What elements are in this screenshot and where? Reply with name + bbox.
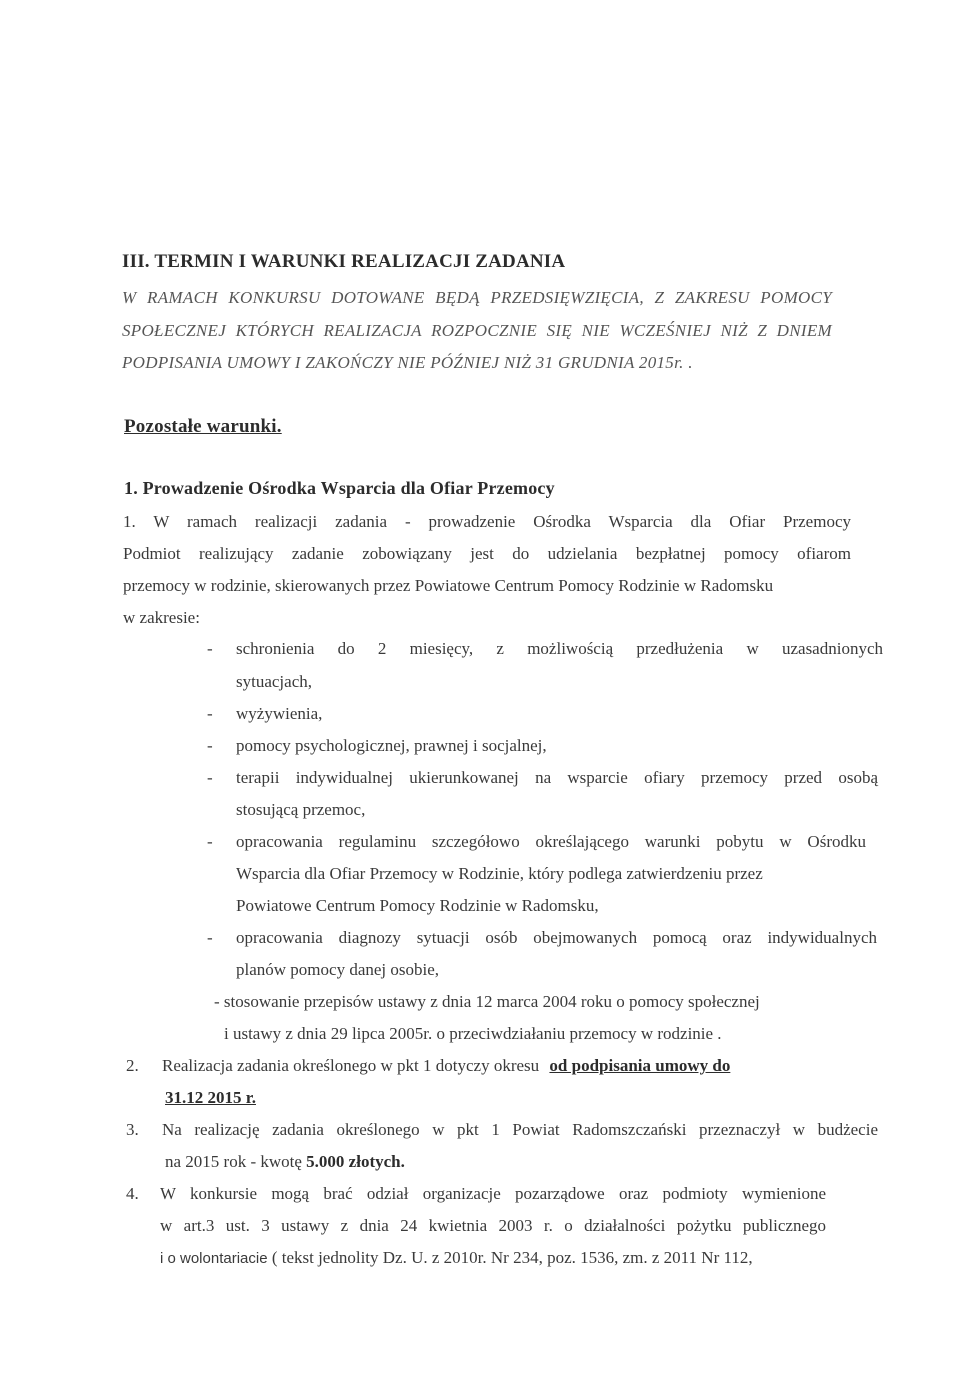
item4-line-2: w art.3 ust. 3 ustawy z dnia 24 kwietnia 2003 r. o działalności pożytku publicznego xyxy=(160,1216,826,1235)
bullet-4-line-1: terapii indywidualnej ukierunkowanej na wsparcie ofiary przemocy przed osobą xyxy=(236,768,878,787)
item1-heading: 1. Prowadzenie Ośrodka Wsparcia dla Ofiar Przemocy xyxy=(124,478,555,498)
item3-amount: 5.000 złotych. xyxy=(306,1152,405,1171)
bullet-dash: - xyxy=(207,704,213,723)
item3-line-1: Na realizację zadania określonego w pkt 1 Powiat Radomszczański przeznaczył w budżecie xyxy=(162,1120,878,1139)
other-conditions-heading: Pozostałe warunki. xyxy=(124,416,282,437)
item2-text-plain: Realizacja zadania określonego w pkt 1 dotyczy okresu xyxy=(162,1056,540,1075)
item4-line-3-sans: i o wolontariacie xyxy=(160,1250,268,1267)
bullet-dash: - xyxy=(207,639,213,658)
item4-line-3 xyxy=(160,1247,753,1270)
item1-paragraph-line-4: w zakresie: xyxy=(123,608,200,627)
item2-text xyxy=(162,1055,730,1077)
intro-line-1: W RAMACH KONKURSU DOTOWANE BĘDĄ PRZEDSIĘWZIĘCIA, Z ZAKRESU POMOCY xyxy=(122,288,832,307)
item4-line-1: W konkursie mogą brać odział organizacje pozarządowe oraz podmioty wymienione xyxy=(160,1184,826,1203)
item2-number: 2. xyxy=(126,1056,139,1075)
item1-paragraph-line-1: 1. W ramach realizacji zadania - prowadzenie Ośrodka Wsparcia dla Ofiar Przemocy xyxy=(123,512,851,531)
statute-line-1: - stosowanie przepisów ustawy z dnia 12 marca 2004 roku o pomocy społecznej xyxy=(214,992,760,1011)
bullet-6-line-2: planów pomocy danej osobie, xyxy=(236,960,440,979)
item4-number: 4. xyxy=(126,1184,139,1203)
item1-paragraph-line-3: przemocy w rodzinie, skierowanych przez Powiatowe Centrum Pomocy Rodzinie w Radomsku xyxy=(123,576,774,595)
bullet-2-line-1: wyżywienia, xyxy=(236,704,323,723)
bullet-5-line-2: Wsparcia dla Ofiar Przemocy w Rodzinie, który podlega zatwierdzeniu przez xyxy=(236,864,763,883)
bullet-4-line-2: stosującą przemoc, xyxy=(236,800,366,819)
bullet-1-line-2: sytuacjach, xyxy=(236,672,312,691)
bullet-dash: - xyxy=(207,928,213,947)
statute-line-2: i ustawy z dnia 29 lipca 2005r. o przeciwdziałaniu przemocy w rodzinie . xyxy=(224,1024,722,1043)
bullet-5-line-3: Powiatowe Centrum Pomocy Rodzinie w Radomsku, xyxy=(236,896,599,915)
bullet-dash: - xyxy=(207,768,213,787)
bullet-5-line-1: opracowania regulaminu szczegółowo określającego warunki pobytu w Ośrodku xyxy=(236,832,866,851)
bullet-3-line-1: pomocy psychologicznej, prawnej i socjalnej, xyxy=(236,736,547,755)
item3-line-2-text: na 2015 rok - kwotę xyxy=(165,1152,307,1171)
item4-line-3-rest: ( tekst jednolity Dz. U. z 2010r. Nr 234, poz. 1536, zm. z 2011 Nr 112, xyxy=(271,1248,753,1267)
section-title: III. TERMIN I WARUNKI REALIZACJI ZADANIA xyxy=(122,251,566,272)
bullet-1-line-1: schronienia do 2 miesięcy, z możliwością przedłużenia w uzasadnionych xyxy=(236,639,883,658)
bullet-dash: - xyxy=(207,832,213,851)
item3-line-2 xyxy=(165,1151,405,1173)
bullet-dash: - xyxy=(207,736,213,755)
item2-emphasis: od podpisania umowy do xyxy=(549,1056,731,1075)
item2-date: 31.12 2015 r. xyxy=(165,1088,256,1107)
intro-line-3: PODPISANIA UMOWY I ZAKOŃCZY NIE PÓŹNIEJ NIŻ 31 GRUDNIA 2015r. . xyxy=(122,353,693,372)
item1-paragraph-line-2: Podmiot realizujący zadanie zobowiązany jest do udzielania bezpłatnej pomocy ofiarom xyxy=(123,544,851,563)
intro-line-2: SPOŁECZNEJ KTÓRYCH REALIZACJA ROZPOCZNIE SIĘ NIE WCZEŚNIEJ NIŻ Z DNIEM xyxy=(122,321,832,340)
item3-number: 3. xyxy=(126,1120,139,1139)
bullet-6-line-1: opracowania diagnozy sytuacji osób obejmowanych pomocą oraz indywidualnych xyxy=(236,928,877,947)
